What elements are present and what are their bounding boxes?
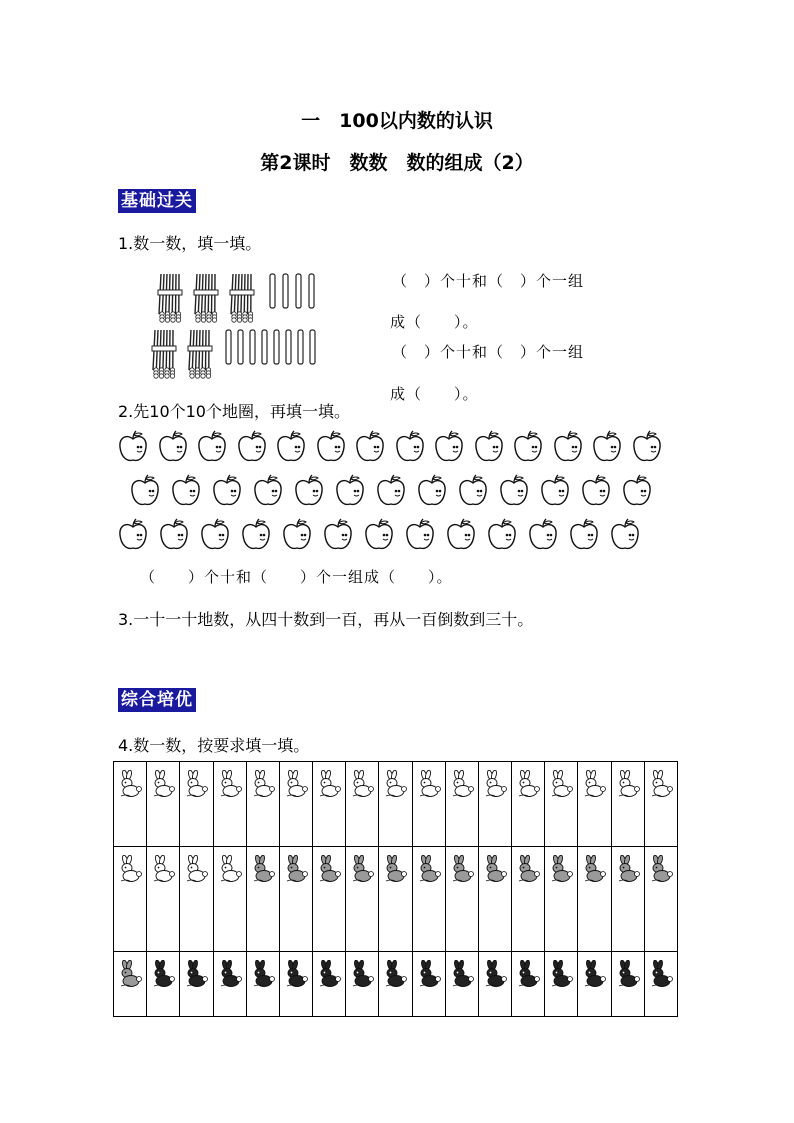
page-title: 一 100以内数的认识 <box>301 110 493 132</box>
rabbit-icon <box>548 855 574 883</box>
rabbit-cell <box>147 847 180 952</box>
rabbit-cell <box>313 762 346 847</box>
rabbit-icon <box>581 855 607 883</box>
single-stick-icon <box>296 274 301 308</box>
single-stick-icon <box>298 330 303 364</box>
apple-icon <box>499 474 529 508</box>
rabbit-cell <box>545 847 578 952</box>
rabbit-cell <box>180 952 213 1017</box>
rabbit-cell <box>478 762 511 847</box>
apple-icon <box>458 474 488 508</box>
apple-icon <box>513 430 543 464</box>
rabbit-icon <box>349 770 375 798</box>
rabbit-cell <box>545 952 578 1017</box>
page-subtitle: 第2课时 数数 数的组成（2） <box>260 152 534 174</box>
rabbit-cell <box>213 952 246 1017</box>
rabbit-cell <box>445 762 478 847</box>
stick-bundle-icon <box>230 274 254 322</box>
stick-bundle-icon <box>188 330 212 378</box>
rabbit-icon <box>382 770 408 798</box>
rabbit-cell <box>346 847 379 952</box>
apple-icon <box>376 474 406 508</box>
rabbit-icon <box>648 960 674 988</box>
apple-icon <box>253 474 283 508</box>
rabbit-cell <box>445 952 478 1017</box>
question-2-label: 2.先10个10个地圈，再填一填。 <box>118 402 350 421</box>
single-stick-icon <box>250 330 255 364</box>
rabbit-row <box>114 762 678 847</box>
single-stick-icon <box>226 330 231 364</box>
stick-bundle-icon <box>152 330 176 378</box>
apple-icon <box>118 518 148 552</box>
rabbit-icon <box>515 960 541 988</box>
rabbit-cell <box>611 847 644 952</box>
rabbit-icon <box>515 770 541 798</box>
apple-icon <box>569 518 599 552</box>
rabbit-cell <box>512 762 545 847</box>
q1-line-2a: （ ）个十和（ ）个一组 <box>392 343 585 361</box>
question-3-label: 3.一十一十地数，从四十数到一百，再从一百倒数到三十。 <box>118 610 534 629</box>
rabbit-cell <box>611 952 644 1017</box>
single-stick-icon <box>262 330 267 364</box>
rabbit-icon <box>316 770 342 798</box>
apple-icon <box>241 518 271 552</box>
rabbit-cell <box>379 847 412 952</box>
rabbit-cell <box>445 847 478 952</box>
apples-grid <box>118 430 678 555</box>
apple-icon <box>405 518 435 552</box>
rabbit-cell <box>412 952 445 1017</box>
rabbit-cell <box>644 762 677 847</box>
q1-line-1a: （ ）个十和（ ）个一组 <box>392 272 585 290</box>
rabbit-cell <box>246 952 279 1017</box>
apple-icon <box>417 474 447 508</box>
stick-bundle-icon <box>158 274 182 322</box>
single-stick-icon <box>310 330 315 364</box>
apple-icon <box>282 518 312 552</box>
apple-icon <box>171 474 201 508</box>
rabbit-cell <box>313 952 346 1017</box>
rabbit-icon <box>150 855 176 883</box>
stick-bundles-image <box>150 268 325 383</box>
rabbit-cell <box>578 847 611 952</box>
rabbit-icon <box>283 855 309 883</box>
question-4-label: 4.数一数，按要求填一填。 <box>118 736 310 755</box>
rabbit-icon <box>482 960 508 988</box>
apple-icon <box>355 430 385 464</box>
rabbit-table <box>113 761 678 1017</box>
q1-line-2b: 成（ ）。 <box>390 385 479 403</box>
rabbit-icon <box>648 855 674 883</box>
rabbit-icon <box>250 855 276 883</box>
rabbit-icon <box>316 960 342 988</box>
single-stick-icon <box>270 274 275 308</box>
rabbit-cell <box>379 952 412 1017</box>
rabbit-cell <box>478 952 511 1017</box>
rabbit-icon <box>581 960 607 988</box>
rabbit-icon <box>117 960 143 988</box>
apple-icon <box>446 518 476 552</box>
rabbit-row <box>114 847 678 952</box>
rabbit-icon <box>150 770 176 798</box>
rabbit-icon <box>548 770 574 798</box>
rabbit-icon <box>416 770 442 798</box>
rabbit-cell <box>279 762 312 847</box>
rabbit-icon <box>150 960 176 988</box>
rabbit-icon <box>581 770 607 798</box>
apple-row <box>118 474 678 510</box>
stick-bundle-icon <box>194 274 218 322</box>
apple-icon <box>434 430 464 464</box>
rabbit-cell <box>114 762 147 847</box>
single-stick-icon <box>274 330 279 364</box>
rabbit-icon <box>283 770 309 798</box>
rabbit-icon <box>117 855 143 883</box>
apple-icon <box>294 474 324 508</box>
rabbit-icon <box>349 960 375 988</box>
rabbit-icon <box>449 960 475 988</box>
rabbit-cell <box>147 952 180 1017</box>
question-1-label: 1.数一数，填一填。 <box>118 234 262 253</box>
rabbit-cell <box>213 847 246 952</box>
rabbit-cell <box>545 762 578 847</box>
rabbit-cell <box>147 762 180 847</box>
rabbit-cell <box>578 762 611 847</box>
rabbit-icon <box>349 855 375 883</box>
rabbit-icon <box>648 770 674 798</box>
rabbit-cell <box>180 847 213 952</box>
apple-icon <box>212 474 242 508</box>
apple-icon <box>553 430 583 464</box>
rabbit-icon <box>117 770 143 798</box>
apple-icon <box>632 430 662 464</box>
rabbit-cell <box>114 847 147 952</box>
rabbit-icon <box>250 960 276 988</box>
apple-icon <box>487 518 517 552</box>
rabbit-icon <box>515 855 541 883</box>
apple-icon <box>276 430 306 464</box>
apple-icon <box>118 430 148 464</box>
rabbit-row <box>114 952 678 1017</box>
rabbit-icon <box>382 855 408 883</box>
apple-icon <box>395 430 425 464</box>
rabbit-icon <box>217 770 243 798</box>
rabbit-icon <box>615 960 641 988</box>
rabbit-icon <box>416 960 442 988</box>
rabbit-icon <box>482 855 508 883</box>
rabbit-icon <box>615 855 641 883</box>
rabbit-icon <box>183 960 209 988</box>
rabbit-cell <box>180 762 213 847</box>
apple-icon <box>581 474 611 508</box>
rabbit-icon <box>250 770 276 798</box>
apple-icon <box>200 518 230 552</box>
rabbit-icon <box>482 770 508 798</box>
single-stick-icon <box>309 274 314 308</box>
rabbit-cell <box>279 952 312 1017</box>
rabbit-icon <box>449 770 475 798</box>
apple-icon <box>622 474 652 508</box>
apple-icon <box>335 474 365 508</box>
section-basic-badge: 基础过关 <box>118 189 196 213</box>
rabbit-cell <box>512 847 545 952</box>
apple-icon <box>540 474 570 508</box>
apple-icon <box>197 430 227 464</box>
rabbit-cell <box>313 847 346 952</box>
q1-line-1b: 成（ ）。 <box>390 313 479 331</box>
rabbit-icon <box>382 960 408 988</box>
rabbit-icon <box>283 960 309 988</box>
rabbit-cell <box>246 847 279 952</box>
q2-answer-line: （ ）个十和（ ）个一组成（ ）。 <box>140 568 453 586</box>
apple-icon <box>130 474 160 508</box>
apple-icon <box>474 430 504 464</box>
rabbit-cell <box>412 847 445 952</box>
rabbit-icon <box>615 770 641 798</box>
rabbit-cell <box>578 952 611 1017</box>
apple-row <box>118 430 678 466</box>
rabbit-cell <box>644 847 677 952</box>
apple-icon <box>316 430 346 464</box>
rabbit-cell <box>346 762 379 847</box>
rabbit-icon <box>416 855 442 883</box>
rabbit-icon <box>183 770 209 798</box>
apple-row <box>118 518 678 554</box>
single-stick-icon <box>283 274 288 308</box>
rabbit-icon <box>548 960 574 988</box>
apple-icon <box>528 518 558 552</box>
apple-icon <box>610 518 640 552</box>
rabbit-cell <box>379 762 412 847</box>
single-stick-icon <box>238 330 243 364</box>
rabbit-icon <box>316 855 342 883</box>
rabbit-cell <box>279 847 312 952</box>
rabbit-cell <box>512 952 545 1017</box>
rabbit-cell <box>346 952 379 1017</box>
rabbit-cell <box>644 952 677 1017</box>
apple-icon <box>592 430 622 464</box>
rabbit-icon <box>217 855 243 883</box>
rabbit-cell <box>412 762 445 847</box>
rabbit-icon <box>217 960 243 988</box>
apple-icon <box>237 430 267 464</box>
apple-icon <box>159 518 189 552</box>
rabbit-cell <box>478 847 511 952</box>
rabbit-cell <box>246 762 279 847</box>
rabbit-icon <box>449 855 475 883</box>
apple-icon <box>323 518 353 552</box>
rabbit-icon <box>183 855 209 883</box>
apple-icon <box>364 518 394 552</box>
rabbit-cell <box>114 952 147 1017</box>
section-advanced-badge: 综合培优 <box>118 688 196 712</box>
rabbit-cell <box>213 762 246 847</box>
single-stick-icon <box>286 330 291 364</box>
rabbit-cell <box>611 762 644 847</box>
apple-icon <box>158 430 188 464</box>
